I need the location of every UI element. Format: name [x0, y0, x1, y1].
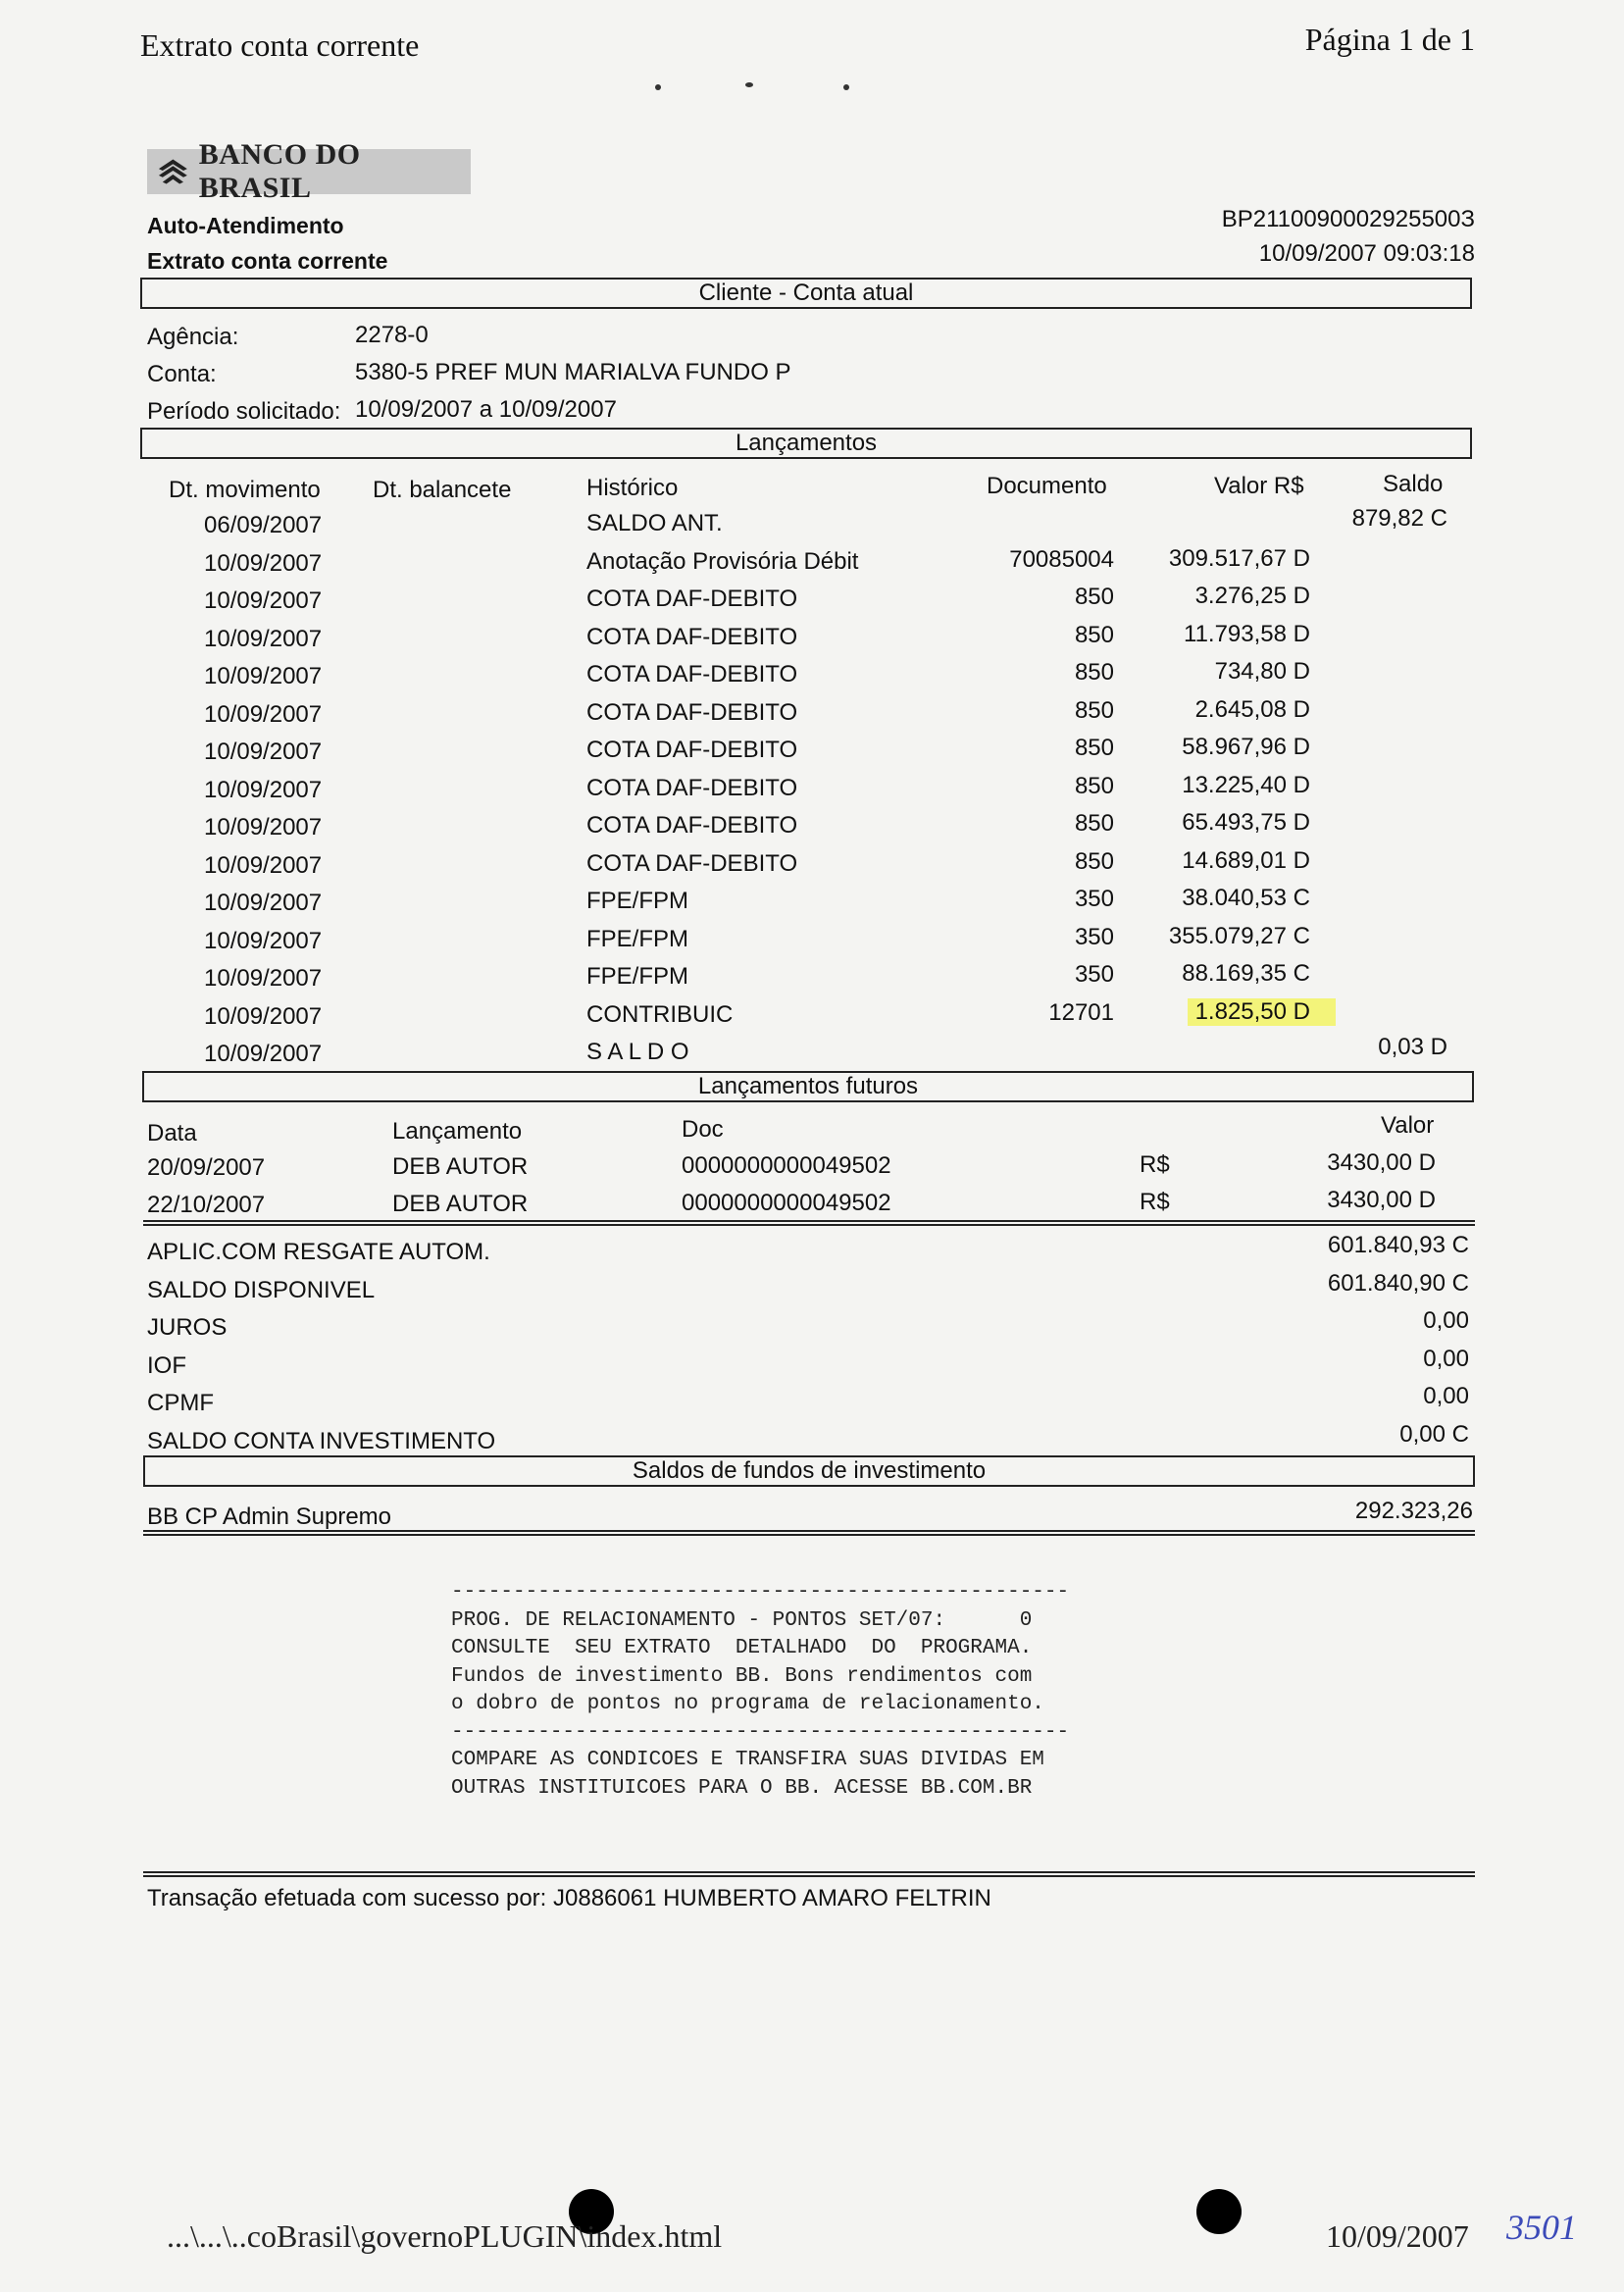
entry-date: 10/09/2007	[204, 700, 323, 728]
entry-document: 850	[1074, 659, 1114, 686]
col-header-dt-movimento: Dt. movimento	[169, 477, 321, 503]
notice-line: Fundos de investimento BB. Bons rendimentos com	[451, 1664, 1033, 1688]
entry-value: 14.689,01 D	[1182, 846, 1310, 874]
entry-value: 2.645,08 D	[1194, 695, 1310, 723]
entry-document: 850	[1074, 735, 1114, 761]
entry-description: COTA DAF-DEBITO	[586, 812, 798, 839]
entry-date: 10/09/2007	[204, 549, 323, 577]
notice-line: COMPARE AS CONDICOES E TRANSFIRA SUAS DIVIDAS EM	[451, 1749, 1044, 1771]
entry-date: 10/09/2007	[204, 739, 323, 765]
bank-logo-text: BANCO DO BRASIL	[198, 138, 361, 204]
entry-description: COTA DAF-DEBITO	[586, 661, 798, 688]
col-header-documento: Documento	[987, 473, 1107, 499]
summary-value: 0,00	[1423, 1383, 1469, 1409]
entry-date: 10/09/2007	[204, 587, 323, 614]
notice-line: o dobro de pontos no programa de relacionamento.	[451, 1693, 1044, 1715]
entry-date: 10/09/2007	[204, 776, 323, 803]
period-value: 10/09/2007 a 10/09/2007	[355, 396, 617, 423]
divider	[143, 1871, 1475, 1877]
future-value: 3430,00 D	[1327, 1149, 1436, 1176]
entry-value: 11.793,58 D	[1184, 620, 1310, 647]
future-header-doc: Doc	[682, 1116, 724, 1143]
agency-label: Agência:	[147, 324, 239, 350]
entry-value: 38.040,53 C	[1182, 885, 1310, 911]
entry-value: 309.517,67 D	[1168, 544, 1310, 572]
summary-label: SALDO DISPONIVEL	[147, 1276, 376, 1303]
speck	[843, 84, 849, 90]
entry-document: 850	[1074, 810, 1114, 837]
col-header-saldo: Saldo	[1383, 471, 1444, 497]
entry-description: SALDO ANT.	[586, 510, 723, 536]
entry-date: 10/09/2007	[204, 927, 323, 954]
section-title-client: Cliente - Conta atual	[698, 280, 914, 306]
entry-value: 13.225,40 D	[1182, 771, 1310, 798]
future-type: DEB AUTOR	[392, 1153, 529, 1180]
bank-logo-icon	[157, 157, 189, 186]
account-label: Conta:	[147, 361, 217, 387]
entry-description: COTA DAF-DEBITO	[586, 849, 798, 877]
statement-datetime: 10/09/2007 09:03:18	[1258, 240, 1475, 267]
future-currency: R$	[1140, 1189, 1170, 1215]
summary-label: APLIC.COM RESGATE AUTOM.	[147, 1239, 490, 1265]
notice-line: CONSULTE SEU EXTRATO DETALHADO DO PROGRAMA.	[451, 1637, 1033, 1659]
account-value: 5380-5 PREF MUN MARIALVA FUNDO P	[355, 359, 791, 385]
entry-date: 10/09/2007	[204, 814, 323, 840]
footer-url: ...\...\..coBrasil\governoPLUGIN\index.html	[167, 2218, 723, 2254]
notice-dashes: --------------------------------------------------	[451, 1720, 1070, 1744]
notice-line: OUTRAS INSTITUICOES PARA O BB. ACESSE BB.COM.BR	[451, 1776, 1033, 1800]
future-date: 20/09/2007	[147, 1154, 266, 1181]
summary-label: CPMF	[147, 1390, 214, 1416]
future-doc: 0000000000049502	[682, 1190, 891, 1216]
entry-date: 10/09/2007	[204, 663, 323, 689]
entry-date: 10/09/2007	[204, 851, 323, 879]
notice-block	[451, 1579, 1069, 1803]
summary-value: 0,00	[1423, 1307, 1469, 1334]
summary-value: 0,00 C	[1399, 1420, 1469, 1448]
entry-value: 734,80 D	[1214, 658, 1310, 685]
transaction-status: Transação efetuada com sucesso por: J0886061 HUMBERTO AMARO FELTRIN	[147, 1885, 991, 1911]
entry-document: 850	[1074, 621, 1114, 648]
service-name: Auto-Atendimento	[147, 213, 344, 238]
entry-value: 1.825,50 D	[1188, 998, 1336, 1026]
entry-document: 850	[1074, 847, 1114, 875]
entry-description: FPE/FPM	[586, 888, 689, 914]
entry-document: 70085004	[1009, 545, 1114, 573]
summary-label: SALDO CONTA INVESTIMENTO	[147, 1427, 496, 1454]
entry-date: 06/09/2007	[204, 512, 323, 538]
entry-balance: 0,03 D	[1378, 1034, 1447, 1060]
agency-value: 2278-0	[355, 322, 429, 348]
entry-date: 10/09/2007	[204, 1041, 323, 1067]
entry-document: 350	[1074, 923, 1114, 950]
entry-document: 12701	[1048, 998, 1114, 1026]
entry-description: COTA DAF-DEBITO	[586, 586, 798, 612]
speck	[655, 84, 661, 90]
section-title-funds: Saldos de fundos de investimento	[632, 1457, 987, 1484]
print-header-title: Extrato conta corrente	[140, 27, 420, 63]
entry-description: COTA DAF-DEBITO	[586, 737, 798, 763]
col-header-historico: Histórico	[586, 475, 679, 501]
divider	[143, 1530, 1475, 1536]
future-value: 3430,00 D	[1327, 1187, 1436, 1213]
entry-value: 65.493,75 D	[1182, 809, 1310, 836]
entry-value: 355.079,27 C	[1168, 922, 1310, 949]
future-type: DEB AUTOR	[392, 1191, 529, 1217]
col-header-dt-balancete: Dt. balancete	[373, 477, 512, 503]
entry-document: 850	[1074, 772, 1114, 799]
future-date: 22/10/2007	[147, 1192, 266, 1218]
section-bar-entries	[140, 428, 1472, 459]
summary-value: 601.840,93 C	[1327, 1232, 1469, 1258]
reference-code: BP2110090002925500З	[1221, 206, 1475, 232]
entry-description: CONTRIBUIC	[586, 1000, 734, 1028]
notice-dashes: --------------------------------------------------	[451, 1581, 1070, 1604]
entry-balance: 879,82 C	[1351, 505, 1447, 532]
future-header-data: Data	[147, 1120, 197, 1146]
summary-label: IOF	[147, 1351, 186, 1379]
footer-date: 10/09/2007	[1326, 2218, 1469, 2254]
section-bar-future	[142, 1071, 1474, 1102]
summary-value: 0,00	[1423, 1345, 1469, 1372]
notice-line: PROG. DE RELACIONAMENTO - PONTOS SET/07: 0	[451, 1608, 1033, 1632]
entry-document: 350	[1074, 886, 1114, 912]
section-title-future: Lançamentos futuros	[697, 1073, 919, 1099]
entry-description: COTA DAF-DEBITO	[586, 774, 798, 801]
entry-description: FPE/FPM	[586, 925, 689, 952]
section-bar-funds	[143, 1455, 1475, 1487]
entry-value: 58.967,96 D	[1182, 734, 1310, 760]
statement-title: Extrato conta corrente	[147, 248, 388, 274]
summary-value: 601.840,90 C	[1327, 1269, 1469, 1297]
punch-hole	[1196, 2189, 1242, 2234]
section-bar-client	[140, 278, 1472, 309]
entry-description: COTA DAF-DEBITO	[586, 623, 798, 650]
handwritten-number: 3501	[1506, 2208, 1577, 2247]
future-currency: R$	[1140, 1151, 1170, 1178]
summary-label: JUROS	[147, 1314, 228, 1341]
entry-date: 10/09/2007	[204, 1002, 323, 1030]
bank-logo	[147, 138, 471, 204]
entry-description: S A L D O	[586, 1039, 689, 1065]
entry-value: 3.276,25 D	[1194, 583, 1310, 609]
entry-date: 10/09/2007	[204, 625, 323, 652]
entry-description: FPE/FPM	[586, 963, 689, 990]
speck	[745, 82, 753, 87]
section-title-entries: Lançamentos	[735, 430, 878, 456]
future-header-lancamento: Lançamento	[392, 1118, 523, 1145]
entry-description: COTA DAF-DEBITO	[586, 698, 798, 726]
col-header-valor: Valor R$	[1214, 473, 1304, 499]
fund-name: BB CP Admin Supremo	[147, 1503, 392, 1530]
future-doc: 0000000000049502	[682, 1152, 891, 1179]
entry-document: 850	[1074, 584, 1114, 610]
entry-description: Anotação Provisória Débit	[586, 547, 859, 575]
entry-date: 10/09/2007	[204, 965, 323, 992]
page-number: Página 1 de 1	[1304, 22, 1475, 57]
period-label: Período solicitado:	[147, 398, 341, 425]
entry-value: 88.169,35 C	[1182, 960, 1310, 987]
entry-date: 10/09/2007	[204, 890, 323, 916]
future-header-valor: Valor	[1381, 1112, 1435, 1139]
fund-value: 292.323,26	[1354, 1498, 1473, 1524]
entry-document: 850	[1074, 696, 1114, 724]
divider	[143, 1220, 1475, 1226]
entry-document: 350	[1074, 961, 1114, 988]
